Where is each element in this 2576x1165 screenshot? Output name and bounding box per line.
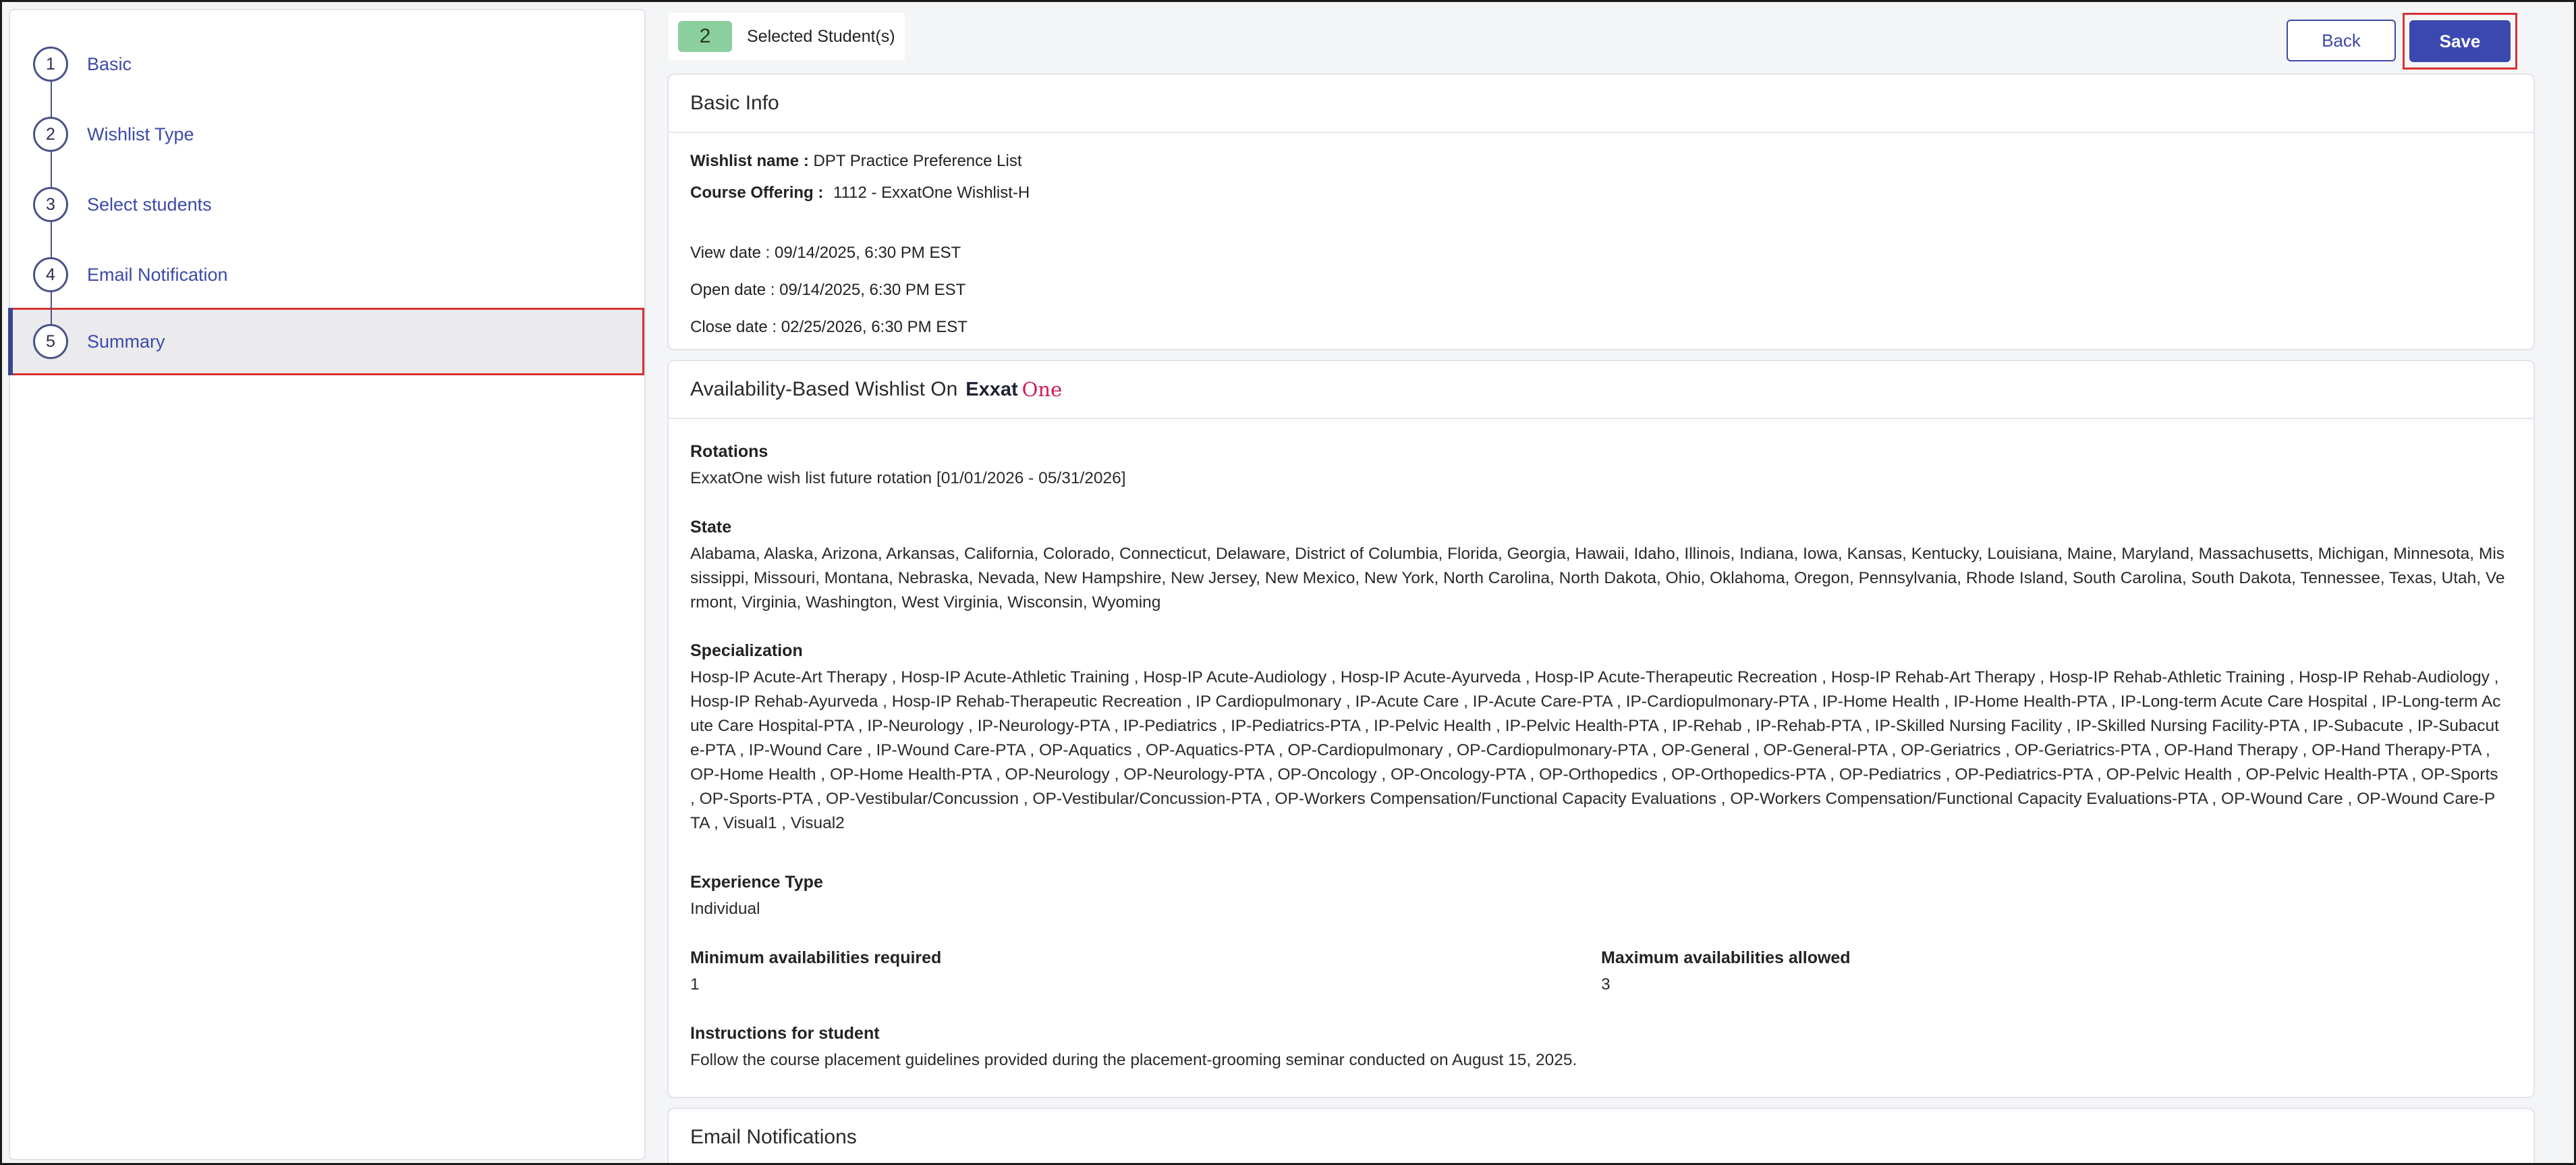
course-offering-row [690, 184, 1030, 202]
step-label: Select students [87, 194, 212, 215]
save-button-highlight [2403, 13, 2517, 70]
view-date: View date : 09/14/2025, 6:30 PM EST [690, 244, 961, 262]
state-value: Alabama, Alaska, Arizona, Arkansas, California, Colorado, Connecticut, Delaware, District of Columbia, Florida, Georgia, Hawaii, Idaho, Illinois, Indiana, Iowa, Kansas, Kentucky, Louisiana, Maine, Maryland, Massachusetts, Michigan, Minnesota, Mississippi, Missouri, Montana, Nebraska, Nevada, New Hampshire, New Jersey, New Mexico, New York, North Carolina, North Dakota, Ohio, Oklahoma, Oregon, Pennsylvania, Rhode Island, South Carolina, South Dakota, Tennessee, Texas, Utah, Vermont, Virginia, Washington, West Virginia, Wisconsin, Wyoming [690, 545, 2505, 612]
wishlist-name-key: Wishlist name : [690, 152, 809, 170]
summary-main [667, 9, 2535, 1163]
experience-type-label: Experience Type [690, 873, 823, 892]
availability-title: Availability-Based Wishlist On [690, 378, 958, 400]
max-availabilities-label: Maximum availabilities allowed [1601, 948, 1851, 967]
email-notifications-card [667, 1108, 2535, 1165]
step-label: Summary [87, 331, 165, 352]
min-availabilities-value: 1 [690, 975, 700, 994]
rotations-value: ExxatOne wish list future rotation [01/01/2026 - 05/31/2026] [690, 469, 1126, 487]
experience-type-value: Individual [690, 900, 760, 918]
close-date: Close date : 02/25/2026, 6:30 PM EST [690, 318, 968, 336]
exxat-logo: Exxat [965, 378, 1018, 400]
wishlist-name-row [690, 152, 1022, 171]
course-offering-key: Course Offering : [690, 184, 824, 202]
selected-students-chip [669, 13, 905, 60]
step-number-circle: 5 [33, 324, 68, 359]
wizard-stepper [9, 9, 646, 1160]
card-title: Email Notifications [669, 1109, 2533, 1165]
step-label: Email Notification [87, 264, 228, 285]
step-label: Basic [87, 53, 132, 74]
basic-info-card [667, 74, 2535, 350]
step-number-circle: 1 [33, 47, 68, 82]
step-select-students[interactable] [10, 171, 644, 238]
selected-students-label: Selected Student(s) [747, 26, 895, 46]
course-offering-value: 1112 - ExxatOne Wishlist-H [833, 184, 1030, 202]
step-number-circle: 4 [33, 257, 68, 292]
instructions-label: Instructions for student [690, 1024, 880, 1043]
wishlist-name-value: DPT Practice Preference List [813, 152, 1022, 170]
open-date: Open date : 09/14/2025, 6:30 PM EST [690, 281, 966, 299]
instructions-value: Follow the course placement guidelines provided during the placement-grooming seminar conducted on August 15, 2025. [690, 1051, 1577, 1069]
step-summary[interactable] [10, 308, 644, 375]
step-basic[interactable] [10, 30, 644, 98]
min-availabilities-label: Minimum availabilities required [690, 948, 942, 967]
step-email-notification[interactable] [10, 241, 644, 308]
rotations-label: Rotations [690, 442, 768, 461]
specialization-label: Specialization [690, 641, 803, 660]
step-label: Wishlist Type [87, 124, 194, 144]
card-title: Basic Info [669, 75, 2533, 133]
selected-count-badge: 2 [678, 21, 732, 52]
back-button[interactable]: Back [2287, 20, 2396, 61]
specialization-value: Hosp-IP Acute-Art Therapy , Hosp-IP Acute-Athletic Training , Hosp-IP Acute-Audiology , Hosp-IP Acute-Ayurveda , Hosp-IP Acute-Therapeutic Recreation , Hosp-IP Rehab-Art Therapy , Hosp-IP Rehab-Athletic Training , Hosp-IP Rehab-Audiology , Hosp-IP Rehab-Ayurveda , Hosp-IP Rehab-Therapeutic Recreation , IP Cardiopulmonary , IP-Acute Care , IP-Acute Care-PTA , IP-Cardiopulmonary-PTA , IP-Home Health , IP-Home Health-PTA , IP-Long-term Acute Care Hospital , IP-Long-term Acute Care Hospital-PTA , IP-Neurology , IP-Neurology-PTA , IP-Pediatrics , IP-Pediatrics-PTA , IP-Pelvic Health , IP-Pelvic Health-PTA , IP-Rehab , IP-Rehab-PTA , IP-Skilled Nursing Facility , IP-Skilled Nursing Facility-PTA , IP-Subacute , IP-Subacute-PTA , IP-Wound Care , IP-Wound Care-PTA , OP-Aquatics , OP-Aquatics-PTA , OP-Cardiopulmonary , OP-Cardiopulmonary-PTA , OP-General , OP-General-PTA , OP-Geriatrics , OP-Geriatrics-PTA , OP-Hand Therapy , OP-Hand Therapy-PTA , OP-Home Health , OP-Home Health-PTA , OP-Neurology , OP-Neurology-PTA , OP-Oncology , OP-Oncology-PTA , OP-Orthopedics , OP-Orthopedics-PTA , OP-Pediatrics , OP-Pediatrics-PTA , OP-Pelvic Health , OP-Pelvic Health-PTA , OP-Sports , OP-Sports-PTA , OP-Vestibular/Concussion , OP-Vestibular/Concussion-PTA , OP-Workers Compensation/Functional Capacity Evaluations , OP-Workers Compensation/Functional Capacity Evaluations-PTA , OP-Wound Care , OP-Wound Care-PTA , Visual1 , Visual2 [690, 668, 2501, 832]
save-button[interactable]: Save [2409, 20, 2511, 62]
step-number-circle: 2 [33, 117, 68, 152]
step-wishlist-type[interactable] [10, 101, 644, 168]
state-label: State [690, 518, 732, 537]
availability-wishlist-card [667, 360, 2535, 1098]
exxat-logo-one: One [1021, 378, 1063, 401]
step-number-circle: 3 [33, 187, 68, 222]
max-availabilities-value: 3 [1601, 975, 1611, 994]
card-title [669, 361, 2533, 419]
